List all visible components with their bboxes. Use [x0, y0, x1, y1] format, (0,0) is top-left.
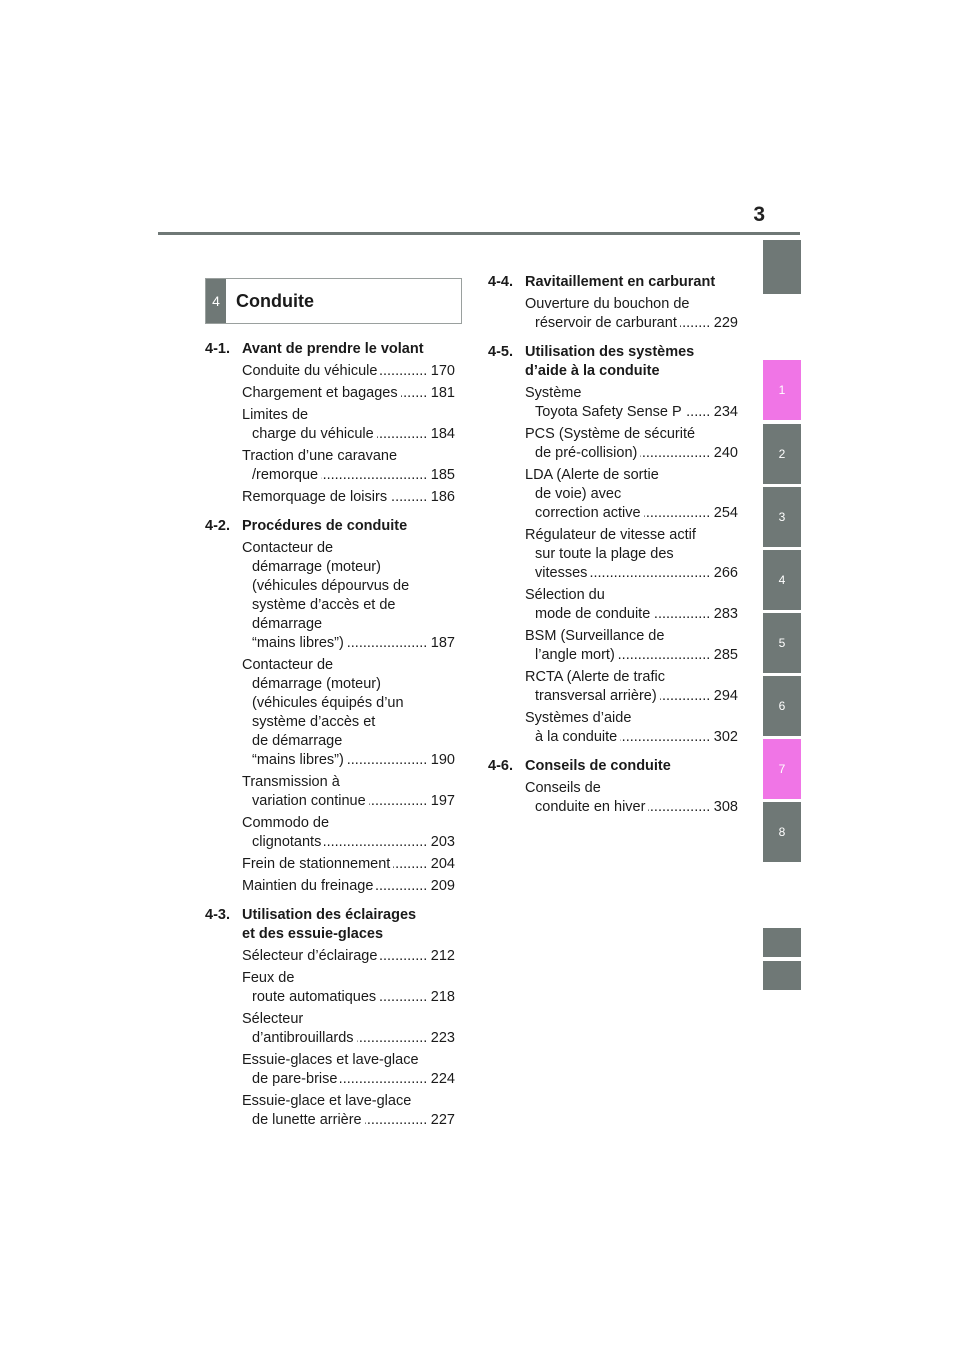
toc-right-column: [488, 273, 738, 817]
toc-entry-label: Traction d’une caravane /remorque .....: [242, 447, 428, 485]
toc-entry-label: Contacteur de démarrage (moteur) (véhicules dépourvus de système d’accès et de démarrage “mains libres”) .....: [242, 539, 428, 653]
toc-entry-page: 266: [711, 564, 738, 583]
chapter-tab-7[interactable]: 7: [763, 739, 801, 799]
toc-entry-page: 229: [711, 314, 738, 333]
section-code: 4-6.: [488, 758, 513, 774]
toc-entry-page: 302: [711, 728, 738, 747]
section-code: 4-4.: [488, 274, 513, 290]
page-number: 3: [753, 203, 765, 226]
toc-entry-page: 294: [711, 687, 738, 706]
section-code: 4-1.: [205, 341, 230, 357]
toc-section-heading[interactable]: [205, 340, 455, 359]
toc-entry-page: 234: [711, 403, 738, 422]
chapter-tab-6[interactable]: 6: [763, 676, 801, 736]
toc-entry[interactable]: [242, 539, 455, 653]
toc-entry-label: Sélecteur d’antibrouillards .....: [242, 1010, 428, 1048]
section-heading-title: Procédures de conduite: [242, 518, 408, 534]
toc-entry[interactable]: [242, 1051, 455, 1089]
toc-entry[interactable]: [242, 488, 455, 507]
toc-entry[interactable]: [242, 1010, 455, 1048]
toc-entry-label: BSM (Surveillance de l’angle mort) .....: [525, 627, 711, 665]
toc-entry-label: Maintien du freinage .....: [242, 877, 428, 896]
section-number: 4: [206, 279, 226, 323]
toc-entry-label: LDA (Alerte de sortie de voie) avec correction active .....: [525, 466, 711, 523]
toc-entry-label: Conseils de conduite en hiver .....: [525, 779, 711, 817]
toc-entry-label: Conduite du véhicule .....: [242, 362, 428, 381]
toc-entry[interactable]: [242, 969, 455, 1007]
toc-section-heading[interactable]: [205, 517, 455, 536]
toc-entry-label: Régulateur de vitesse actif sur toute la plage des vitesses .....: [525, 526, 711, 583]
toc-entry[interactable]: [242, 656, 455, 770]
toc-entry-label: Sélection du mode de conduite .....: [525, 586, 711, 624]
chapter-tab-3[interactable]: 3: [763, 487, 801, 547]
toc-section-heading[interactable]: [488, 273, 738, 292]
toc-entry-page: 204: [428, 855, 455, 874]
toc-entry-label: Frein de stationnement .....: [242, 855, 428, 874]
toc-entry-page: 187: [428, 634, 455, 653]
toc-entry-page: 223: [428, 1029, 455, 1048]
toc-entry[interactable]: [525, 586, 738, 624]
chapter-tab-8[interactable]: 8: [763, 802, 801, 862]
toc-section-heading[interactable]: [488, 343, 738, 381]
toc-section-heading[interactable]: [205, 906, 455, 944]
toc-entry-page: 254: [711, 504, 738, 523]
toc-entry-page: 203: [428, 833, 455, 852]
chapter-tab-5[interactable]: 5: [763, 613, 801, 673]
toc-entry[interactable]: [525, 709, 738, 747]
toc-entry-page: 184: [428, 425, 455, 444]
section-heading-title: Utilisation des systèmes d’aide à la conduite: [525, 344, 695, 379]
toc-entry-page: 197: [428, 792, 455, 811]
toc-entry-page: 186: [428, 488, 455, 507]
toc-entry-label: Système Toyota Safety Sense P .....: [525, 384, 711, 422]
toc-entry-label: Sélecteur d’éclairage .....: [242, 947, 428, 966]
chapter-tab-blank-10[interactable]: [763, 961, 801, 990]
toc-entry[interactable]: [242, 1092, 455, 1130]
toc-entry-label: Essuie-glace et lave-glace de lunette arrière .....: [242, 1092, 428, 1130]
toc-entry-page: 224: [428, 1070, 455, 1089]
toc-entry-label: Chargement et bagages .....: [242, 384, 428, 403]
section-code: 4-3.: [205, 907, 230, 923]
section-heading-title: Utilisation des éclairages et des essuie-glaces: [242, 907, 417, 942]
toc-entry-label: Essuie-glaces et lave-glace de pare-brise .....: [242, 1051, 428, 1089]
toc-entry-label: Remorquage de loisirs .....: [242, 488, 428, 507]
toc-entry-label: Transmission à variation continue .....: [242, 773, 428, 811]
chapter-tab-1[interactable]: 1: [763, 360, 801, 420]
toc-entry[interactable]: [525, 627, 738, 665]
toc-entry[interactable]: [525, 384, 738, 422]
toc-entry-label: Systèmes d’aide à la conduite .....: [525, 709, 711, 747]
toc-entry-page: 218: [428, 988, 455, 1007]
toc-entry-page: 170: [428, 362, 455, 381]
toc-entry-label: Commodo de clignotants .....: [242, 814, 428, 852]
toc-entry-page: 285: [711, 646, 738, 665]
toc-left-column: [205, 340, 455, 1130]
toc-entry[interactable]: [242, 855, 455, 874]
chapter-tab-2[interactable]: 2: [763, 424, 801, 484]
toc-entry[interactable]: [242, 877, 455, 896]
toc-entry-page: 212: [428, 947, 455, 966]
toc-entry-page: 190: [428, 751, 455, 770]
toc-entry-label: Ouverture du bouchon de réservoir de carburant .....: [525, 295, 711, 333]
section-heading-title: Conseils de conduite: [525, 758, 671, 774]
toc-entry-label: Contacteur de démarrage (moteur) (véhicules équipés d’un système d’accès et de démarrage “mains libres”) .....: [242, 656, 428, 770]
toc-entry-label: RCTA (Alerte de trafic transversal arrière) .....: [525, 668, 711, 706]
toc-entry[interactable]: [242, 814, 455, 852]
toc-entry[interactable]: [242, 362, 455, 381]
toc-entry[interactable]: [525, 526, 738, 583]
toc-entry-label: Limites de charge du véhicule .....: [242, 406, 428, 444]
toc-entry[interactable]: [525, 779, 738, 817]
toc-entry[interactable]: [525, 466, 738, 523]
toc-entry-label: PCS (Système de sécurité de pré-collision) .....: [525, 425, 711, 463]
toc-entry[interactable]: [242, 773, 455, 811]
toc-entry[interactable]: [525, 668, 738, 706]
toc-entry[interactable]: [242, 384, 455, 403]
section-heading-title: Avant de prendre le volant: [242, 341, 424, 357]
section-code: 4-5.: [488, 344, 513, 360]
section-heading-title: Ravitaillement en carburant: [525, 274, 716, 290]
toc-entry[interactable]: [242, 947, 455, 966]
toc-section-heading[interactable]: [488, 757, 738, 776]
toc-entry-page: 227: [428, 1111, 455, 1130]
section-header: [205, 278, 462, 324]
toc-entry-page: 209: [428, 877, 455, 896]
header-rule: [158, 232, 800, 235]
toc-entry-page: 185: [428, 466, 455, 485]
toc-entry-page: 308: [711, 798, 738, 817]
toc-entry[interactable]: [242, 406, 455, 444]
chapter-tab-blank-0[interactable]: [763, 240, 801, 294]
toc-entry-page: 181: [428, 384, 455, 403]
chapter-tab-4[interactable]: 4: [763, 550, 801, 610]
toc-entry[interactable]: [242, 447, 455, 485]
toc-entry[interactable]: [525, 425, 738, 463]
section-title: Conduite: [236, 290, 314, 311]
toc-entry-page: 240: [711, 444, 738, 463]
chapter-tab-blank-9[interactable]: [763, 928, 801, 957]
section-code: 4-2.: [205, 518, 230, 534]
toc-entry[interactable]: [525, 295, 738, 333]
toc-entry-page: 283: [711, 605, 738, 624]
toc-entry-label: Feux de route automatiques .....: [242, 969, 428, 1007]
